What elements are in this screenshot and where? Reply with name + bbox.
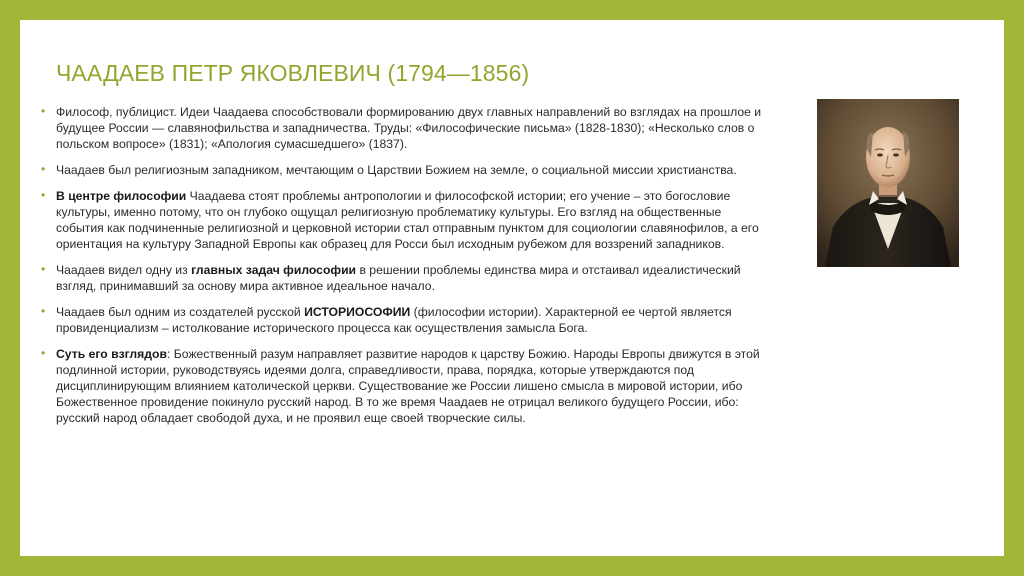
slide: [20, 20, 1004, 556]
bullet-prefix: Чаадаев видел одну из: [56, 263, 192, 277]
bullet-item: [38, 162, 766, 178]
slide-title: ЧААДАЕВ ПЕТР ЯКОВЛЕВИЧ (1794—1856): [56, 60, 530, 86]
bullet-icon: •: [41, 262, 46, 276]
bullet-item: [38, 104, 766, 152]
bullet-item: [38, 262, 766, 294]
bullet-item: [38, 188, 766, 252]
bullet-text: (философии истории). Характерной ее чертой является провиденциализм – истолкование исторического процесса как осуществления замысла Бога.: [56, 305, 732, 335]
portrait-image: [817, 99, 959, 267]
bullet-icon: •: [41, 162, 46, 176]
bullet-emphasis: В центре философии: [56, 189, 187, 203]
bullet-text: Чаадаев был религиозным западником, мечтающим о Царствии Божием на земле, о социальной миссии христианства.: [56, 163, 737, 177]
bullet-icon: •: [41, 346, 46, 360]
bullet-text: : Божественный разум направляет развитие народов к царству Божию. Народы Европы движутся в этой подлинной истории, руководствуясь идеями долга, справедливости, права, порядка, которые утверждаются под дисциплинирующим влиянием католической церкви. Существование же России лишено смысла в мировой истории, ибо Божественное провидение покинуло русский народ. В то же время Чаадаев не отрицал великого будущего России, ибо: русский народ обладает свободой духа, и не проявил еще своей творческие силы.: [56, 347, 760, 425]
bullet-icon: •: [41, 188, 46, 202]
bullet-icon: •: [41, 304, 46, 318]
bullet-emphasis: главных задач философии: [191, 263, 357, 277]
bullet-item: [38, 346, 766, 426]
bullet-icon: •: [41, 104, 46, 118]
bullet-emphasis: Суть его взглядов: [56, 347, 167, 361]
bullet-item: [38, 304, 766, 336]
bullet-text: в решении проблемы единства мира и отстаивал идеалистический взгляд, принимавший за основу мира активное идеальное начало.: [56, 263, 741, 293]
bullet-text: Философ, публицист. Идеи Чаадаева способствовали формированию двух главных направлений во взглядах на прошлое и будущее России — славянофильства и западничества. Труды: «Философические письма» (1828-1830); «Несколько слов о польском вопросе» (1831); «Апология сумасшедшего» (1837).: [56, 105, 762, 151]
bullet-emphasis: ИСТОРИОСОФИИ: [304, 305, 411, 319]
bullet-prefix: Чаадаев был одним из создателей русской: [56, 305, 305, 319]
bullet-list: [38, 104, 766, 436]
bullet-text: Чаадаева стоят проблемы антропологии и философской истории; его учение – это богословие культуры, именно потому, что он глубоко ощущал религиозную проблематику культуры. Его взгляд на общественные события как подчиненные религиозной и церковной истории стал отправным пунктом для социологии славянофилов, а его ориентация на культуру Западной Европы как образец для Росси был исходным рубежом для воззрений западников.: [56, 189, 759, 251]
